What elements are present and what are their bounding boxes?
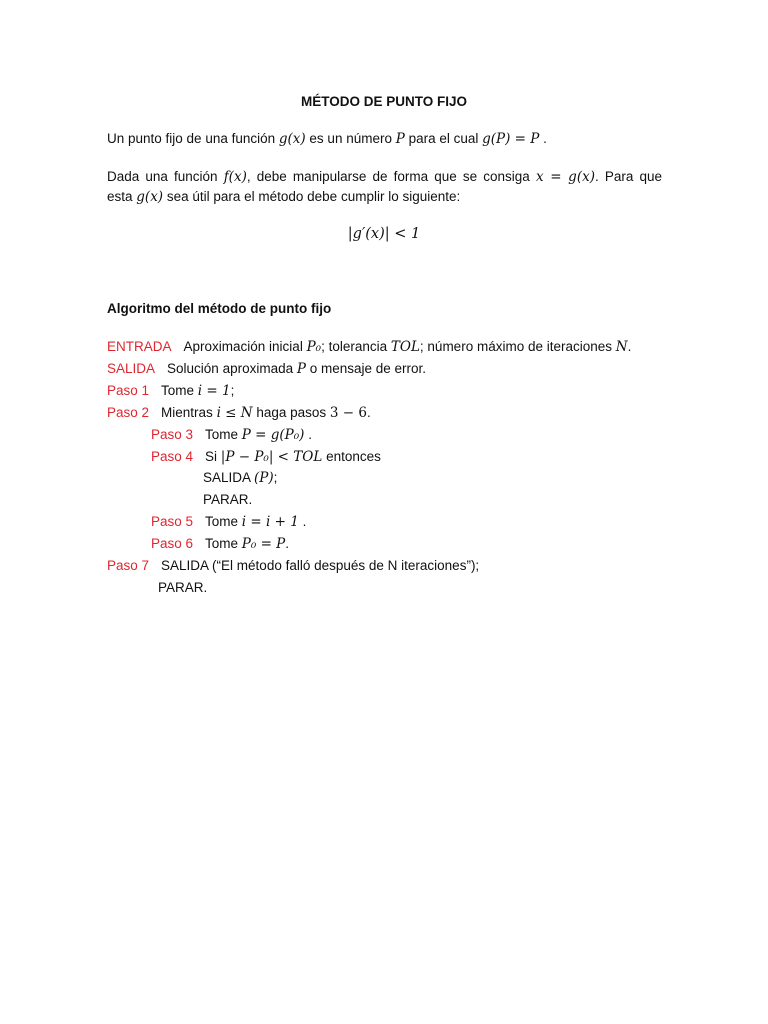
para2-line-2: [107, 188, 460, 206]
paso3-text-1: Tome: [205, 427, 242, 442]
paso2-text-1: Mientras: [161, 405, 217, 420]
salida-text-1: Solución aproximada: [167, 361, 297, 376]
keyword-salida: SALIDA: [107, 361, 156, 376]
paso2-text-3: .: [366, 405, 371, 420]
intro-text-1: Un punto fijo de una función: [107, 131, 279, 146]
keyword-paso7: Paso 7: [107, 558, 150, 573]
keyword-paso2: Paso 2: [107, 405, 150, 420]
paso2-text-2: haga pasos: [252, 405, 330, 420]
paso5-text-1: Tome: [205, 514, 242, 529]
keyword-paso5: Paso 5: [151, 514, 194, 529]
intro-math-g: g(x): [278, 131, 306, 147]
salida-line: [107, 360, 426, 378]
paso4-text-1: Si: [205, 449, 221, 464]
paso4-text-2: entonces: [322, 449, 381, 464]
paso6-line: [151, 535, 289, 553]
salida-text-2: o mensaje de error.: [305, 361, 427, 376]
intro-text-2: es un número: [305, 131, 396, 146]
paso6-text-2: .: [285, 536, 290, 551]
intro-math-p: P: [395, 131, 405, 147]
paso1-text-2: ;: [230, 383, 235, 398]
paso6-text-1: Tome: [205, 536, 242, 551]
paso7-parar-line: PARAR.: [158, 580, 208, 595]
page-title: MÉTODO DE PUNTO FIJO: [300, 94, 468, 109]
paso4-line: [151, 448, 381, 466]
keyword-paso3: Paso 3: [151, 427, 194, 442]
para2-text-2: , debe manipularse de forma que se consiga: [246, 169, 536, 184]
entrada-text-3: ; número máximo de iteraciones: [419, 339, 616, 354]
paso1-line: [107, 382, 234, 400]
paso5-line: [151, 513, 306, 531]
entrada-math-n: N: [615, 339, 628, 355]
paso4-parar-line: PARAR.: [203, 492, 253, 507]
keyword-paso6: Paso 6: [151, 536, 194, 551]
paso2-math: i ≤ N: [216, 405, 253, 421]
paso7-text: SALIDA (“El método falló después de N iteraciones”);: [161, 558, 480, 573]
paso1-text-1: Tome: [161, 383, 198, 398]
salida-math-p: P: [296, 361, 306, 377]
paso5-text-2: .: [298, 514, 307, 529]
paso7-line: [107, 557, 479, 575]
paso4-salida-math: (P): [254, 470, 274, 486]
paso3-line: [151, 426, 312, 444]
condition-formula: |g′(x)| < 1: [347, 226, 421, 242]
paso3-text-2: .: [304, 427, 312, 442]
paso4-salida-line: [203, 469, 277, 487]
paso2-line: [107, 404, 371, 422]
para2-math-g: g(x): [136, 189, 164, 205]
keyword-entrada: ENTRADA: [107, 339, 172, 354]
paso6-math: P₀ = P: [241, 536, 286, 552]
keyword-paso4: Paso 4: [151, 449, 194, 464]
para2-math-f: f(x): [223, 169, 247, 185]
para2-text-5: sea útil para el método debe cumplir lo siguiente:: [163, 189, 461, 204]
intro-math-gp: g(P) = P: [482, 131, 540, 147]
entrada-text-1: Aproximación inicial: [183, 339, 307, 354]
entrada-text-2: ; tolerancia: [321, 339, 391, 354]
entrada-text-4: .: [627, 339, 632, 354]
entrada-line: [107, 338, 631, 356]
algorithm-heading: Algoritmo del método de punto fijo: [107, 301, 332, 316]
paso1-math: i = 1: [197, 383, 231, 399]
para2-text-4: esta: [107, 189, 137, 204]
paso4-salida-end: ;: [273, 470, 278, 485]
para2-line-1: [107, 168, 662, 186]
entrada-math-p0: P₀: [306, 339, 322, 355]
paso5-math: i = i + 1: [241, 514, 299, 530]
para2-text-1: Dada una función: [107, 169, 224, 184]
intro-paragraph: [107, 130, 547, 148]
paso4-salida-text: SALIDA: [203, 470, 255, 485]
keyword-paso1: Paso 1: [107, 383, 150, 398]
para2-text-3: . Para que: [594, 169, 662, 184]
paso2-math-range: 3 − 6: [329, 405, 367, 421]
intro-text-4: .: [539, 131, 547, 146]
intro-text-3: para el cual: [404, 131, 483, 146]
para2-math-xg: x = g(x): [535, 169, 595, 185]
entrada-math-tol: TOL: [390, 339, 420, 355]
paso4-math: |P − P₀| < TOL: [220, 449, 323, 465]
paso3-math: P = g(P₀): [241, 427, 305, 443]
